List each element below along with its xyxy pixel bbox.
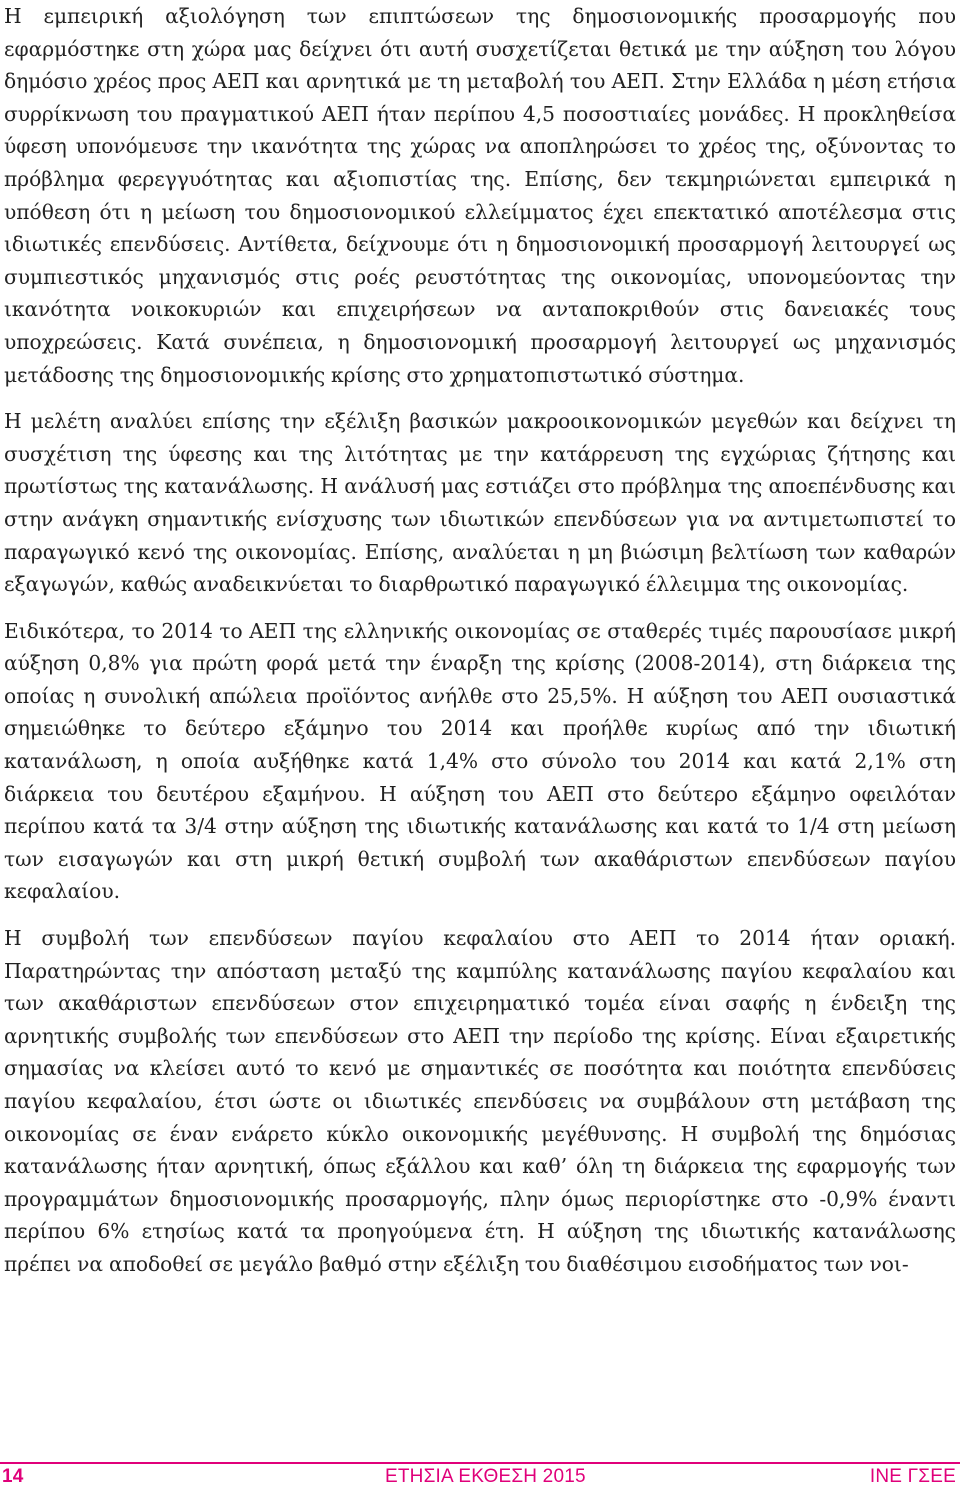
document-body [4, 0, 956, 1295]
page-number: 14 [2, 1466, 24, 1487]
paragraph: Η μελέτη αναλύει επίσης την εξέλιξη βασικών μακροοικονομικών μεγεθών και δείχνει τη συσχέτιση της ύφεσης και της λιτότητας με την κατάρρευση της εγχώριας ζήτησης και πρωτίστως της κατανάλωσης. Η ανάλυσή μας εστιάζει στο πρόβλημα της αποεπένδυσης και στην ανάγκη σημαντικής ενίσχυσης των ιδιωτικών επενδύσεων για να αντιμετωπιστεί το παραγωγικό κενό της οικονομίας. Επίσης, αναλύεται η μη βιώσιμη βελτίωση των καθαρών εξαγωγών, καθώς αναδεικνύεται το διαρθρωτικό παραγωγικό έλλειμμα της οικονομίας. [4, 409, 956, 597]
paragraph: Η εμπειρική αξιολόγηση των επιπτώσεων της δημοσιονομικής προσαρμογής που εφαρμόστηκε στη χώρα μας δείχνει ότι αυτή συσχετίζεται θετικά με την αύξηση του λόγου δημόσιο χρέος προς ΑΕΠ και αρνητικά με τη μεταβολή του ΑΕΠ. Στην Ελλάδα η μέση ετήσια συρρίκνωση του πραγματικού ΑΕΠ ήταν περίπου 4,5 ποσοστιαίες μονάδες. Η προκληθείσα ύφεση υπονόμευσε την ικανότητα της χώρας να αποπληρώσει το χρέος της, οξύνοντας το πρόβλημα φερεγγυότητας και αξιοπιστίας της. Επίσης, δεν τεκμηριώνεται εμπειρικά η υπόθεση ότι η μείωση του δημοσιονομικού ελλείμματος έχει επεκτατικό αποτέλεσμα στις ιδιωτικές επενδύσεις. Αντίθετα, δείχνουμε ότι η δημοσιονομική προσαρμογή λειτουργεί ως συμπιεστικός μηχανισμός στις ροές ρευστότητας της οικονομίας, υπονομεύοντας την ικανότητα νοικοκυριών και επιχειρήσεων να ανταποκριθούν στις δανειακές τους υποχρεώσεις. Κατά συνέπεια, η δημοσιονομική προσαρμογή λειτουργεί ως μηχανισμός μετάδοσης της δημοσιονομικής κρίσης στο χρηματοπιστωτικό σύστημα. [4, 4, 956, 387]
organization-name: ΙΝΕ ΓΣΕΕ [869, 1466, 956, 1487]
footer-divider [0, 1462, 960, 1464]
report-title: ΕΤΗΣΙΑ ΕΚΘΕΣΗ 2015 [385, 1466, 586, 1487]
paragraph: Ειδικότερα, το 2014 το ΑΕΠ της ελληνικής οικονομίας σε σταθερές τιμές παρουσίασε μικρή αύξηση 0,8% για πρώτη φορά μετά την έναρξη της κρίσης (2008-2014), στη διάρκεια της οποίας η συνολική απώλεια προϊόντος ανήλθε στο 25,5%. Η αύξηση του ΑΕΠ ουσιαστικά σημειώθηκε το δεύτερο εξάμηνο του 2014 και προήλθε κυρίως από την ιδιωτική κατανάλωση, η οποία αυξήθηκε κατά 1,4% στο σύνολο του 2014 και κατά 2,1% στη διάρκεια του δευτέρου εξαμήνου. Η αύξηση του ΑΕΠ στο δεύτερο εξάμηνο οφειλόταν περίπου κατά τα 3/4 στην αύξηση της ιδιωτικής κατανάλωσης και κατά το 1/4 στη μείωση των εισαγωγών και στη μικρή θετική συμβολή των ακαθάριστων επενδύσεων παγίου κεφαλαίου. [4, 618, 956, 904]
paragraph: Η συμβολή των επενδύσεων παγίου κεφαλαίου στο ΑΕΠ το 2014 ήταν οριακή. Παρατηρώντας την απόσταση μεταξύ της καμπύλης κατανάλωσης παγίου κεφαλαίου και των ακαθάριστων επενδύσεων στον επιχειρηματικό τομέα είναι σαφής η ένδειξη της αρνητικής συμβολής των επενδύσεων στο ΑΕΠ την περίοδο της κρίσης. Είναι εξαιρετικής σημασίας να κλείσει αυτό το κενό με σημαντικές σε ποσότητα και ποιότητα επενδύσεις παγίου κεφαλαίου, έτσι ώστε οι ιδιωτικές επενδύσεις να συμβάλουν στη μετάβαση της οικονομίας σε έναν ενάρετο κύκλο οικονομικής μεγέθυνσης. Η συμβολή της δημόσιας κατανάλωσης ήταν αρνητική, όπως εξάλλου και καθ’ όλη τη διάρκεια της εφαρμογής των προγραμμάτων δημοσιονομικής προσαρμογής, πλην όμως περιορίστηκε στο -0,9% έναντι περίπου 6% ετησίως κατά τα προηγούμενα έτη. Η αύξηση της ιδιωτικής κατανάλωσης πρέπει να αποδοθεί σε μεγάλο βαθμό στην εξέλιξη του διαθέσιμου εισοδήματος των νοι- [4, 926, 956, 1276]
page-footer [0, 1440, 960, 1491]
